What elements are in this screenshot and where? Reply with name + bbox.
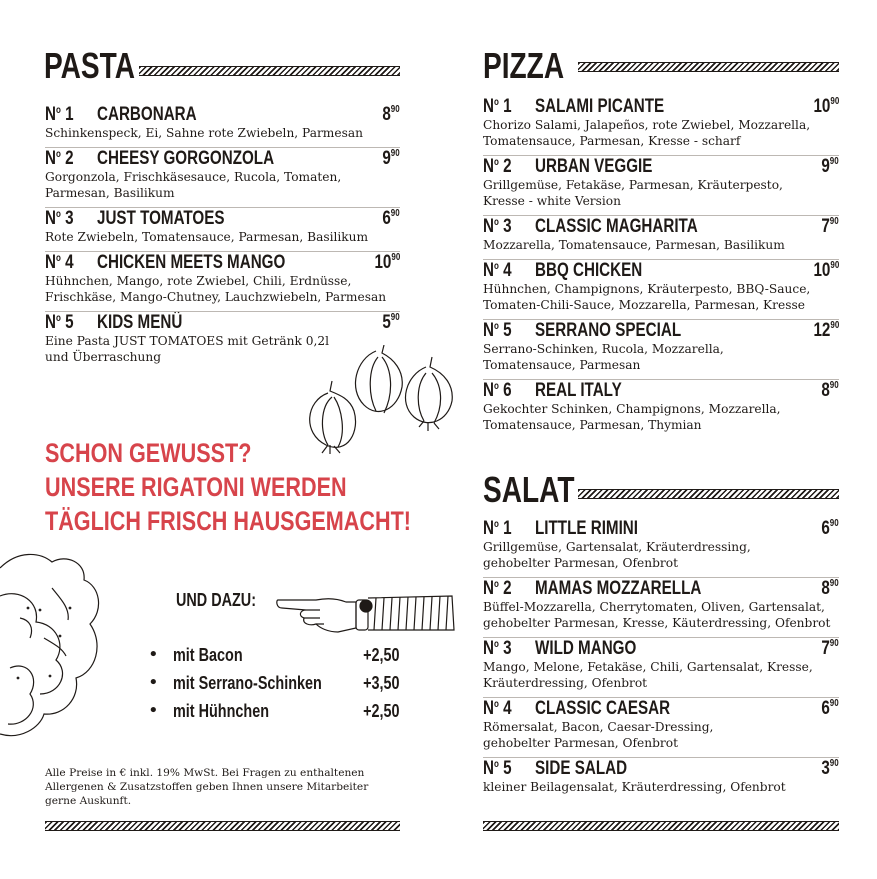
extra-price: +3,50 <box>363 673 400 693</box>
item-name: CLASSIC CAESAR <box>535 698 671 719</box>
salat-item <box>483 578 839 638</box>
bullet-icon: • <box>148 672 159 693</box>
item-name: BBQ CHICKEN <box>535 260 643 281</box>
item-number: $N^o$ 5 <box>483 320 512 341</box>
item-header <box>45 208 400 230</box>
item-price: $10^{90}$ <box>813 260 839 281</box>
lettuce-illustration <box>0 548 110 748</box>
item-number: $N^o$ 5 <box>483 758 512 779</box>
item-price: $10^{90}$ <box>813 96 839 117</box>
item-description: Rote Zwiebeln, Tomatensauce, Parmesan, Basilikum <box>45 230 369 244</box>
pizza-item <box>483 380 839 440</box>
pasta-title: PASTA <box>44 45 136 86</box>
item-header <box>483 156 839 178</box>
promo-line-3: TÄGLICH FRISCH HAUSGEMACHT! <box>45 506 411 536</box>
item-price: $3^{90}$ <box>821 758 839 779</box>
pizza-item <box>483 96 839 156</box>
pasta-item <box>45 208 400 252</box>
item-price: $6^{90}$ <box>382 208 400 229</box>
item-number: $N^o$ 4 <box>45 252 74 273</box>
item-price: $8^{90}$ <box>382 104 400 125</box>
item-number: $N^o$ 2 <box>45 148 74 169</box>
pointing-hand-illustration <box>276 582 456 638</box>
item-number: $N^o$ 5 <box>45 312 74 333</box>
item-description: Schinkenspeck, Ei, Sahne rote Zwiebeln, Parmesan <box>45 126 363 140</box>
item-price: $9^{90}$ <box>382 148 400 169</box>
item-name: KIDS MENÜ <box>97 312 183 333</box>
item-price: $8^{90}$ <box>821 380 839 401</box>
onion-icon <box>355 345 402 413</box>
bullet-icon: • <box>148 644 159 665</box>
pizza-header <box>483 46 587 86</box>
item-number: $N^o$ 1 <box>483 96 512 117</box>
pasta-item <box>45 148 400 208</box>
item-description: Mango, Melone, Fetakäse, Chili, Gartensalat, Kresse, Kräuterdressing, Ofenbrot <box>483 660 813 690</box>
item-name: CLASSIC MAGHARITA <box>535 216 698 237</box>
onion-icon <box>310 381 356 454</box>
item-header <box>45 312 400 334</box>
item-description: Gorgonzola, Frischkäsesauce, Rucola, Tomaten, Parmesan, Basilikum <box>45 170 342 200</box>
pasta-item <box>45 252 400 312</box>
item-description: Gekochter Schinken, Champignons, Mozzarella, Tomatensauce, Parmesan, Thymian <box>483 402 781 432</box>
promo-line-1: SCHON GEWUSST? <box>45 438 252 468</box>
item-name: LITTLE RIMINI <box>535 518 639 539</box>
item-description: Chorizo Salami, Jalapeños, rote Zwiebel, Mozzarella, Tomatensauce, Parmesan, Kresse - scharf <box>483 118 811 148</box>
onion-icon <box>405 357 452 431</box>
item-header <box>483 260 839 282</box>
extras-title: UND DAZU: <box>176 590 256 610</box>
salat-header-rule <box>578 489 839 499</box>
item-header <box>45 104 400 126</box>
item-price: $5^{90}$ <box>382 312 400 333</box>
item-description: Serrano-Schinken, Rucola, Mozzarella, Tomatensauce, Parmesan <box>483 342 724 372</box>
right-footer-rule <box>483 821 839 831</box>
item-price: $9^{90}$ <box>821 156 839 177</box>
item-header <box>45 252 400 274</box>
item-name: JUST TOMATOES <box>97 208 225 229</box>
pizza-item <box>483 320 839 380</box>
pointing-hand-icon <box>277 599 356 632</box>
item-header <box>483 638 839 660</box>
salat-item <box>483 638 839 698</box>
item-description: Mozzarella, Tomatensauce, Parmesan, Basilikum <box>483 238 785 252</box>
extra-price: +2,50 <box>363 701 400 721</box>
item-price: $12^{90}$ <box>813 320 839 341</box>
extra-label: mit Hühnchen <box>173 701 269 721</box>
item-number: $N^o$ 2 <box>483 578 512 599</box>
item-number: $N^o$ 3 <box>45 208 74 229</box>
salat-item <box>483 758 839 802</box>
item-header <box>483 758 839 780</box>
item-name: SERRANO SPECIAL <box>535 320 682 341</box>
item-description: Grillgemüse, Gartensalat, Kräuterdressing, gehobelter Parmesan, Ofenbrot <box>483 540 751 570</box>
item-name: CARBONARA <box>97 104 197 125</box>
pizza-title: PIZZA <box>483 45 565 86</box>
item-description: Eine Pasta JUST TOMATOES mit Getränk 0,2l und Überraschung <box>45 334 329 364</box>
item-name: WILD MANGO <box>535 638 637 659</box>
item-header <box>483 320 839 342</box>
pizza-item <box>483 216 839 260</box>
item-price: $7^{90}$ <box>821 216 839 237</box>
extra-item <box>148 701 400 723</box>
item-name: MAMAS MOZZARELLA <box>535 578 702 599</box>
item-header <box>483 96 839 118</box>
bullet-icon: • <box>148 700 159 721</box>
item-number: $N^o$ 2 <box>483 156 512 177</box>
item-description: kleiner Beilagensalat, Kräuterdressing, Ofenbrot <box>483 780 786 794</box>
item-description: Grillgemüse, Fetakäse, Parmesan, Kräuterpesto, Kresse - white Version <box>483 178 783 208</box>
extra-item <box>148 673 400 695</box>
promo-line-2: UNSERE RIGATONI WERDEN <box>45 472 347 502</box>
item-price: $10^{90}$ <box>374 252 400 273</box>
item-number: $N^o$ 4 <box>483 260 512 281</box>
extra-label: mit Serrano-Schinken <box>173 673 322 693</box>
salat-item <box>483 518 839 578</box>
item-name: CHICKEN MEETS MANGO <box>97 252 286 273</box>
item-number: $N^o$ 1 <box>45 104 74 125</box>
price-note: Alle Preise in € inkl. 19% MwSt. Bei Fragen zu enthaltenen Allergenen & Zusatzstoffen geben Ihnen unsere Mitarbeiter gerne Auskunft. <box>45 767 369 807</box>
salat-item <box>483 698 839 758</box>
item-header <box>45 148 400 170</box>
item-price: $6^{90}$ <box>821 518 839 539</box>
item-name: REAL ITALY <box>535 380 622 401</box>
item-name: SALAMI PICANTE <box>535 96 665 117</box>
item-price: $6^{90}$ <box>821 698 839 719</box>
item-name: URBAN VEGGIE <box>535 156 653 177</box>
item-price: $8^{90}$ <box>821 578 839 599</box>
item-name: SIDE SALAD <box>535 758 628 779</box>
item-header <box>483 698 839 720</box>
item-number: $N^o$ 6 <box>483 380 512 401</box>
pizza-item <box>483 260 839 320</box>
item-name: CHEESY GORGONZOLA <box>97 148 275 169</box>
item-description: Hühnchen, Champignons, Kräuterpesto, BBQ-Sauce, Tomaten-Chili-Sauce, Mozzarella, Parmesan, Kresse <box>483 282 811 312</box>
item-description: Römersalat, Bacon, Caesar-Dressing, gehobelter Parmesan, Ofenbrot <box>483 720 714 750</box>
item-header <box>483 380 839 402</box>
pizza-header-rule <box>578 62 839 72</box>
item-number: $N^o$ 4 <box>483 698 512 719</box>
item-number: $N^o$ 3 <box>483 216 512 237</box>
pasta-item <box>45 104 400 148</box>
onions-illustration <box>298 345 468 455</box>
pizza-item <box>483 156 839 216</box>
item-description: Hühnchen, Mango, rote Zwiebel, Chili, Erdnüsse, Frischkäse, Mango-Chutney, Lauchzwiebeln, Parmesan <box>45 274 387 304</box>
left-footer-rule <box>45 821 400 831</box>
item-header <box>483 518 839 540</box>
item-header <box>483 578 839 600</box>
salat-title: SALAT <box>483 469 575 510</box>
item-number: $N^o$ 3 <box>483 638 512 659</box>
pasta-header-rule <box>139 66 400 76</box>
item-price: $7^{90}$ <box>821 638 839 659</box>
extra-label: mit Bacon <box>173 645 243 665</box>
item-description: Büffel-Mozzarella, Cherrytomaten, Oliven, Gartensalat, gehobelter Parmesan, Kresse, Käuterdressing, Ofenbrot <box>483 600 831 630</box>
extra-item <box>148 645 400 667</box>
item-header <box>483 216 839 238</box>
extra-price: +2,50 <box>363 645 400 665</box>
item-number: $N^o$ 1 <box>483 518 512 539</box>
